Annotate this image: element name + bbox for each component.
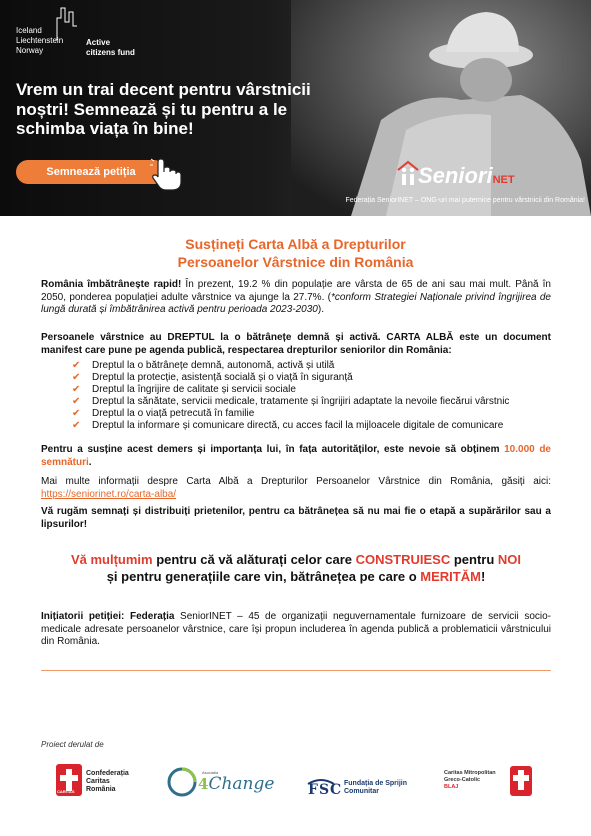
partner-name xyxy=(444,770,506,791)
list-item xyxy=(72,372,509,384)
acf-text: citizens fund xyxy=(86,48,135,57)
partner-name-line: Caritas Mitropolitan xyxy=(444,770,496,776)
list-item xyxy=(72,420,509,432)
project-label: Proiect derulat de xyxy=(41,740,104,749)
title-line: Persoanelor Vârstnice din România xyxy=(177,254,414,270)
intro-end: ). xyxy=(317,304,324,315)
caritas-romania-logo xyxy=(56,762,148,802)
goal-paragraph xyxy=(41,444,551,469)
list-item xyxy=(72,396,509,408)
thanks-text: ! xyxy=(480,569,486,584)
fsc-text: FSC xyxy=(308,782,343,798)
check-icon: ✔ xyxy=(72,408,81,419)
partner-name-line: Greco-Catolic xyxy=(444,777,481,783)
fsc-logo xyxy=(306,762,416,802)
more-info-paragraph xyxy=(41,476,551,501)
right-text: Dreptul la informare și comunicare directă, cu acces facil la mijloacele digitale de comunicare xyxy=(92,420,504,431)
partner-name-line: BLAJ xyxy=(444,784,459,790)
seniorinet-logo-icon xyxy=(396,160,420,186)
initiators-bold: Inițiatorii petiției: Federația xyxy=(41,611,175,622)
pointer-hand-icon xyxy=(150,158,186,192)
right-text: Dreptul la sănătate, servicii medicale, tratamente și îngrijiri adaptate la nevoile fiecărui vârstnic xyxy=(92,396,510,407)
title-line: Susțineți Carta Albă a Drepturilor xyxy=(185,236,406,252)
4change-circle-icon xyxy=(166,766,198,798)
brand-suffix: NET xyxy=(492,174,515,186)
divider xyxy=(41,670,551,671)
initiators-text: SeniorINET – 45 de organizații neguvernamentale furnizoare de servicii socio-medicale adresate persoanelor vârstnice, care își propun includerea în agenda publică a problematicii vârstnicului din România. xyxy=(41,611,551,647)
intro-text: În prezent, 19.2 % din populație are vârsta de 65 de ani sau mai mult. Până în 2050, ponderea populației adulte vârstnice va ajunge la 27.7%. ( xyxy=(41,279,551,303)
caritas-small-text: CARITAS xyxy=(57,789,75,794)
list-item xyxy=(72,408,509,420)
thanks-highlight: NOI xyxy=(497,552,522,567)
eea-text: Liechtenstein xyxy=(16,36,64,45)
right-text: Dreptul la îngrijire de calitate și servicii sociale xyxy=(92,384,296,395)
4change-logo xyxy=(166,762,276,802)
eea-text: Iceland xyxy=(16,26,42,35)
brand-text: Seniori xyxy=(418,163,493,188)
goal-end: . xyxy=(88,456,92,468)
thanks-highlight: Vă mulțumim xyxy=(70,552,153,567)
partner-name-text: Change xyxy=(208,774,275,794)
seniorinet-brand xyxy=(418,163,515,189)
eea-text: Norway xyxy=(16,46,44,55)
goal-text: Pentru a susține acest demers și importanța lui, în fața autorităților, este nevoie să obținem xyxy=(41,444,505,455)
thanks-message xyxy=(41,551,551,585)
partner-small-text: Asociatia xyxy=(202,770,219,775)
goal-number: 10.000 de semnături xyxy=(41,444,551,468)
rights-intro: Persoanele vârstnice au DREPTUL la o bătrânețe demnă și activă. CARTA ALBĂ este un document manifest care pune pe agenda publică, respectarea drepturilor seniorilor din România: xyxy=(41,332,551,356)
initiators-paragraph xyxy=(41,611,551,649)
partner-name: Fundația de Sprijin Comunitar xyxy=(344,780,408,795)
right-text: Dreptul la o viață petrecută în familie xyxy=(92,408,255,419)
carta-alba-link[interactable]: https://seniorinet.ro/carta-alba/ xyxy=(41,488,177,500)
thanks-text: pentru că vă alăturați celor care xyxy=(152,552,356,567)
check-icon: ✔ xyxy=(72,360,81,371)
check-icon: ✔ xyxy=(72,372,81,383)
acf-text: Active xyxy=(86,38,111,47)
check-icon: ✔ xyxy=(72,396,81,407)
rights-list xyxy=(72,360,509,432)
thanks-text: pentru xyxy=(450,552,498,567)
check-icon: ✔ xyxy=(72,384,81,395)
federation-tagline: Federația SeniorINET – ONG-uri mai puternice pentru vârstnicii din România! xyxy=(345,197,585,204)
hero-banner xyxy=(0,0,591,216)
thanks-highlight: MERITĂM xyxy=(420,569,481,584)
thanks-text: și pentru generațiile care vin, bătrânețea pe care o xyxy=(106,569,421,584)
caritas-blaj-logo xyxy=(444,762,544,802)
list-item xyxy=(72,384,509,396)
right-text: Dreptul la protecție, asistență socială și o viață în siguranță xyxy=(92,372,353,383)
check-icon: ✔ xyxy=(72,420,81,431)
more-text: Mai multe informații despre Carta Albă a Drepturilor Persoanelor Vârstnice din România, găsiți aici: xyxy=(41,476,551,487)
intro-paragraph xyxy=(41,279,551,317)
caritas-cross-icon xyxy=(510,766,532,796)
partner-name: 4Change xyxy=(198,774,275,794)
page-title xyxy=(40,235,551,271)
ask-paragraph: Vă rugăm semnați și distribuiți prietenilor, pentru ca bătrânețea să nu mai fie o etapă a supărărilor sau a lipsurilor! xyxy=(41,506,551,530)
right-text: Dreptul la o bătrânețe demnă, autonomă, activă și utilă xyxy=(92,360,335,371)
intro-italic: *conform Strategiei Naționale privind îngrijirea de lungă durată și îmbătrânirea activă pentru perioada 2023-2030 xyxy=(41,291,551,315)
thanks-highlight: CONSTRUIESC xyxy=(355,552,451,567)
intro-bold: România îmbătrânește rapid! xyxy=(41,279,182,290)
hero-headline: Vrem un trai decent pentru vârstnicii noștri! Semnează și tu pentru a le schimba viața în bine! xyxy=(16,80,311,138)
partner-name: Confederația Caritas România xyxy=(86,770,129,793)
list-item xyxy=(72,360,509,372)
sign-petition-button[interactable]: Semnează petiția xyxy=(16,160,166,184)
